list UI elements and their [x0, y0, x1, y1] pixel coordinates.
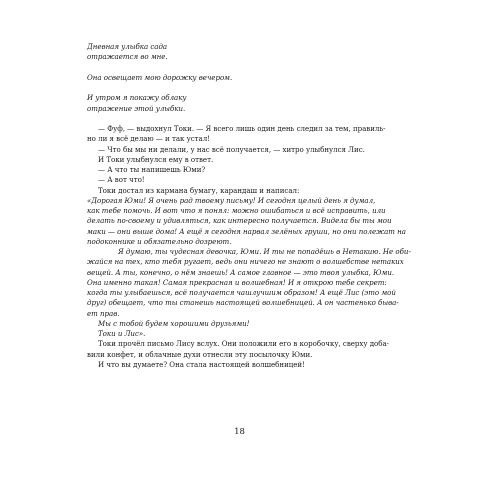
- poem-line: Дневная улыбка сада: [87, 42, 168, 51]
- letter-line: как тебе помочь. И вот что я понял: можно ошибаться и всё исправить, или: [87, 206, 386, 215]
- outro-line: вили конфет, и облачные духи отнесли эту посылочку Юми.: [87, 349, 313, 359]
- outro-line: И что вы думаете? Она стала настоящей волшебницей!: [98, 359, 305, 369]
- letter-line: друг) обещает, что ты станешь настоящей волшебницей. А он частенько быва-: [87, 298, 399, 308]
- letter-line: вещей. А ты, конечно, о нём знаешь! А самое главное — это твоя улыбка, Юми.: [87, 267, 395, 277]
- poem-line: отражение этой улыбки.: [87, 103, 186, 113]
- dialogue-line: — Что бы мы ни делали, у нас всё получается, — хитро улыбнулся Лис.: [98, 144, 365, 154]
- dialogue-line: — А что ты напишешь Юми?: [98, 165, 206, 174]
- letter-line: «Дорогая Юми! Я очень рад твоему письму! И сегодня целый день я думал,: [87, 195, 376, 205]
- letter-line: ет прав.: [87, 308, 120, 318]
- intro-line: Токи достал из кармана бумагу, карандаш и написал:: [98, 185, 300, 195]
- dialogue-line: — А вот что!: [98, 175, 145, 185]
- outro-line: Токи прочёл письмо Лису вслух. Они положили его в коробочку, сверху доба-: [98, 339, 390, 349]
- page-number: 18: [234, 427, 245, 437]
- poem-line: И утром я покажу облаку: [87, 93, 187, 103]
- poem-line: Она освещает мою дорожку вечером.: [87, 72, 233, 82]
- letter-line: подоконнике и обязательно дозреют.: [87, 236, 232, 246]
- dialogue-line: но ли я всё делаю — и так устал!: [87, 134, 210, 144]
- letter-line: жайся на тех, кто тебя ругает, ведь они ничего не знают о волшебстве нетаких: [87, 257, 404, 267]
- dialogue-line: И Токи улыбнулся ему в ответ.: [98, 154, 214, 164]
- dialogue-line: — Фуф, — выдохнул Токи. — Я всего лишь один день следил за тем, правиль-: [98, 124, 386, 133]
- closing-line: Мы с тобой будем хорошими друзьями!: [98, 318, 250, 328]
- poem-line: отражается во мне.: [87, 52, 168, 62]
- closing-line: Токи и Лис».: [98, 329, 146, 338]
- letter-line: когда ты улыбаешься, всё получается чашлучшим образом! А ещё Лис (это мой: [87, 288, 396, 297]
- letter-line: делать по-своему и удивляться, как интересно получается. Видела бы ты мои: [87, 216, 392, 226]
- letter-line: маки — они выше дома! А ещё я сегодня нарвал зелёных груши, но они полежат на: [87, 226, 406, 236]
- page-text: [87, 42, 411, 370]
- letter-line: Я думаю, ты чудесная девочка, Юми. И ты не попадёшь в Нетакию. Не оби-: [118, 247, 411, 256]
- letter-line: Она именно такая! Самая прекрасная и волшебная! И я открою тебе секрет:: [87, 277, 387, 287]
